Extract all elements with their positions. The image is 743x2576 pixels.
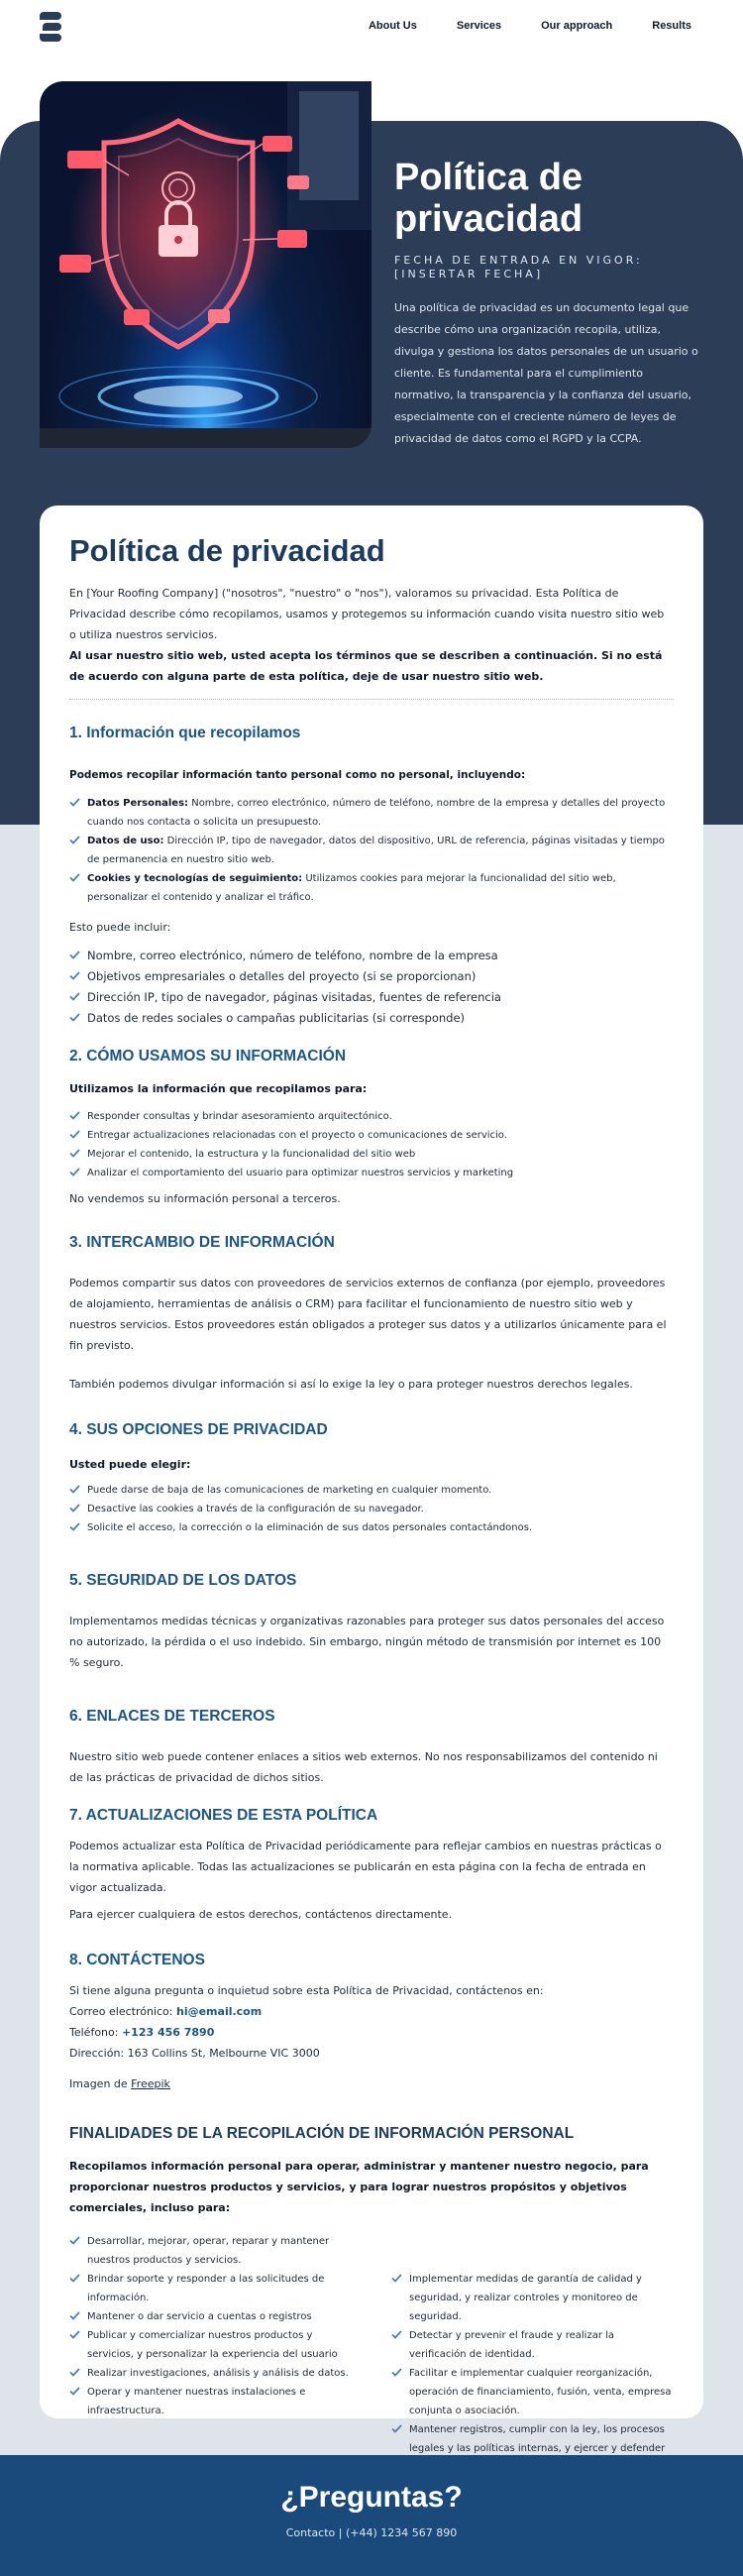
hero-description: Una política de privacidad es un documento legal que describe cómo una organización recopila, utiliza, divulga y gestiona los datos personales de un usuario o cliente. Es fundamental para el cumplimiento normativo, la transparencia y la confianza del usuario, especialmente con el creciente número de leyes de privacidad de datos como el RGPD y la CCPA. — [394, 301, 698, 445]
section-5-p1: Implementamos medidas técnicas y organizativas razonables para proteger sus datos personales del acceso no autorizado, la pérdida o el uso indebido. Sin embargo, ningún método de transmisión por internet es 100 % seguro. — [69, 1615, 665, 1669]
section-4-list — [69, 1481, 674, 1537]
check-icon — [391, 2330, 402, 2339]
contact-phone-line: Teléfono: +123 456 7890 — [69, 2026, 215, 2039]
divider — [69, 699, 674, 700]
list-item: Facilitar e implementar cualquier reorganización, operación de financiamiento, fusión, venta, empresa conjunta o asociación. — [391, 2364, 674, 2420]
section-4-heading: 4. SUS OPCIONES DE PRIVACIDAD — [69, 1421, 328, 1438]
section-2-heading: 2. CÓMO USAMOS SU INFORMACIÓN — [69, 1048, 347, 1064]
section-9-lead: Recopilamos información personal para operar, administrar y mantener nuestro negocio, para proporcionar nuestros productos y servicios, y para lograr nuestros propósitos y objetivos comerciales, incluso para: — [69, 2160, 649, 2214]
section-6-p1: Nuestro sitio web puede contener enlaces a sitios web externos. No nos responsabilizamos del contenido ni de las prácticas de privacidad de dichos sitios. — [69, 1750, 658, 1784]
list-item: Entregar actualizaciones relacionadas con el proyecto o comunicaciones de servicio. — [69, 1126, 674, 1145]
privacy-policy-card — [40, 505, 703, 2454]
section-1-lead: Podemos recopilar información tanto personal como no personal, incluyendo: — [69, 769, 526, 781]
section-3-heading: 3. INTERCAMBIO DE INFORMACIÓN — [69, 1234, 335, 1251]
contact-email-link[interactable]: hi@email.com — [176, 2005, 263, 2018]
list-item: Mejorar el contenido, la estructura y la funcionalidad del sitio web — [69, 1145, 674, 1164]
check-icon — [69, 2330, 80, 2339]
list-item: Objetivos empresariales o detalles del proyecto (si se proporcionan) — [69, 966, 674, 987]
list-item: Desactive las cookies a través de la configuración de su navegador. — [69, 1500, 674, 1518]
section-2-lead: Utilizamos la información que recopilamos para: — [69, 1082, 368, 1095]
check-icon — [69, 873, 80, 882]
list-item: Desarrollar, mejorar, operar, reparar y mantener nuestros productos y servicios. — [69, 2232, 352, 2270]
section-2-list — [69, 1107, 674, 1182]
footer — [0, 2455, 743, 2576]
check-icon — [69, 2387, 80, 2396]
section-8-lead: Si tiene alguna pregunta o inquietud sobre esta Política de Privacidad, contáctenos en: — [69, 1984, 544, 1997]
check-icon — [69, 1485, 80, 1494]
check-icon — [69, 992, 80, 1001]
section-7-p1: Podemos actualizar esta Política de Privacidad periódicamente para reflejar cambios en nuestras prácticas o la normativa aplicable. Todas las actualizaciones se publicarán en esta página con la fecha de entrada en vigor actualizada. — [69, 1840, 662, 1894]
check-icon — [391, 2274, 402, 2283]
policy-title: Política de privacidad — [69, 533, 385, 568]
section-9-left-list — [69, 2232, 352, 2477]
check-icon — [69, 2311, 80, 2320]
policy-intro-bold: Al usar nuestro sitio web, usted acepta los términos que se describen a continuación. Si no está de acuerdo con alguna parte de esta política, deje de usar nuestro sitio web. — [69, 649, 663, 683]
nav-our-approach[interactable]: Our approach — [541, 20, 613, 32]
section-4-lead: Usted puede elegir: — [69, 1458, 191, 1471]
image-credit: Imagen de Freepik — [69, 2077, 170, 2090]
list-item: Puede darse de baja de las comunicaciones de marketing en cualquier momento. — [69, 1481, 674, 1500]
section-9-columns — [69, 2232, 674, 2477]
hero-security-shield-image — [40, 81, 372, 448]
section-9-right-list — [391, 2270, 674, 2477]
check-icon — [69, 798, 80, 807]
freepik-link[interactable]: Freepik — [131, 2077, 170, 2090]
list-item: Mantener registros, cumplir con la ley, los procesos legales y las políticas internas, y ejercer y defender — [391, 2420, 674, 2477]
policy-intro: En [Your Roofing Company] ("nosotros", "nuestro" o "nos"), valoramos su privacidad. Esta Política de Privacidad describe cómo recopilamos, usamos y protegemos su información cuando visita nuestro sitio web o utiliza nuestros servicios. — [69, 587, 665, 641]
check-icon — [69, 971, 80, 980]
check-icon — [69, 951, 80, 959]
check-icon — [69, 1111, 80, 1120]
list-item: Datos de redes sociales o campañas publicitarias (si corresponde) — [69, 1008, 674, 1029]
list-item: Operar y mantener nuestras instalaciones e infraestructura. — [69, 2383, 352, 2420]
list-item: Implementar medidas de garantía de calidad y seguridad, y realizar controles y monitoreo de seguridad. — [391, 2270, 674, 2326]
check-icon — [391, 2424, 402, 2433]
footer-title: ¿Preguntas? — [280, 2481, 463, 2514]
site-header — [0, 0, 743, 57]
check-icon — [69, 1149, 80, 1158]
list-item: Datos Personales: Nombre, correo electrónico, número de teléfono, nombre de la empresa y detalles del proyecto cuando nos contacta o solicita un presupuesto. — [69, 794, 674, 832]
list-item: Realizar investigaciones, análisis y análisis de datos. — [69, 2364, 352, 2383]
list-item: Detectar y prevenir el fraude y realizar la verificación de identidad. — [391, 2326, 674, 2364]
section-7-p2: Para ejercer cualquiera de estos derechos, contáctenos directamente. — [69, 1908, 453, 1921]
footer-contact[interactable]: Contacto | (+44) 1234 567 890 — [285, 2526, 458, 2539]
nav-results[interactable]: Results — [652, 20, 691, 32]
list-item: Dirección IP, tipo de navegador, páginas visitadas, fuentes de referencia — [69, 987, 674, 1008]
section-8-heading: 8. CONTÁCTENOS — [69, 1952, 205, 1968]
list-item: Mantener o dar servicio a cuentas o registros — [69, 2307, 352, 2326]
contact-phone-link[interactable]: +123 456 7890 — [121, 2026, 215, 2039]
nav-about-us[interactable]: About Us — [368, 20, 417, 32]
list-item: Responder consultas y brindar asesoramiento arquitectónico. — [69, 1107, 674, 1126]
section-9-heading: FINALIDADES DE LA RECOPILACIÓN DE INFORMACIÓN PERSONAL — [69, 2125, 575, 2142]
list-item: Datos de uso: Dirección IP, tipo de navegador, datos del dispositivo, URL de referencia, páginas visitadas y tiempo de permanencia en nuestro sitio web. — [69, 832, 674, 869]
check-icon — [69, 1522, 80, 1531]
section-1-heading: 1. Información que recopilamos — [69, 725, 301, 741]
contact-email-line: Correo electrónico: hi@email.com — [69, 2005, 263, 2018]
check-icon — [69, 2274, 80, 2283]
list-item: Brindar soporte y responder a las solicitudes de información. — [69, 2270, 352, 2307]
main-nav — [329, 20, 691, 32]
check-icon — [69, 1168, 80, 1176]
list-item: Analizar el comportamiento del usuario para optimizar nuestros servicios y marketing — [69, 1164, 674, 1182]
check-icon — [69, 1130, 80, 1139]
logo-icon[interactable] — [40, 12, 63, 44]
nav-services[interactable]: Services — [456, 20, 502, 32]
section-1-sub-list — [69, 946, 674, 1029]
contact-address: Dirección: 163 Collins St, Melbourne VIC 3000 — [69, 2047, 320, 2060]
section-3-p2: También podemos divulgar información si así lo exige la ley o para proteger nuestros derechos legales. — [69, 1378, 633, 1391]
section-1-list — [69, 794, 674, 907]
section-6-heading: 6. ENLACES DE TERCEROS — [69, 1708, 275, 1725]
list-item: Cookies y tecnologías de seguimiento: Utilizamos cookies para mejorar la funcionalidad del sitio web, personalizar el contenido y analizar el tráfico. — [69, 869, 674, 907]
check-icon — [69, 1504, 80, 1512]
section-3-p1: Podemos compartir sus datos con proveedores de servicios externos de confianza (por ejemplo, proveedores de alojamiento, herramientas de análisis o CRM) para facilitar el funcionamiento de nuestro sitio web y nuestros servicios. Estos proveedores están obligados a proteger sus datos y a utilizarlos únicamente para el fin previsto. — [69, 1277, 667, 1352]
list-item: Nombre, correo electrónico, número de teléfono, nombre de la empresa — [69, 946, 674, 966]
section-2-note: No vendemos su información personal a terceros. — [69, 1192, 341, 1205]
check-icon — [69, 1013, 80, 1022]
section-1-sub-lead: Esto puede incluir: — [69, 921, 171, 934]
check-icon — [69, 836, 80, 844]
list-item: Solicite el acceso, la corrección o la eliminación de sus datos personales contactándonos. — [69, 1518, 674, 1537]
check-icon — [69, 2236, 80, 2245]
hero-text-block — [394, 157, 703, 450]
check-icon — [69, 2368, 80, 2377]
list-item: Publicar y comercializar nuestros productos y servicios, y personalizar la experiencia del usuario — [69, 2326, 352, 2364]
effective-date: FECHA DE ENTRADA EN VIGOR: [INSERTAR FECHA] — [394, 254, 643, 280]
section-5-heading: 5. SEGURIDAD DE LOS DATOS — [69, 1572, 297, 1589]
section-7-heading: 7. ACTUALIZACIONES DE ESTA POLÍTICA — [69, 1807, 378, 1824]
hero-title: Política de privacidad — [394, 157, 584, 240]
check-icon — [391, 2368, 402, 2377]
